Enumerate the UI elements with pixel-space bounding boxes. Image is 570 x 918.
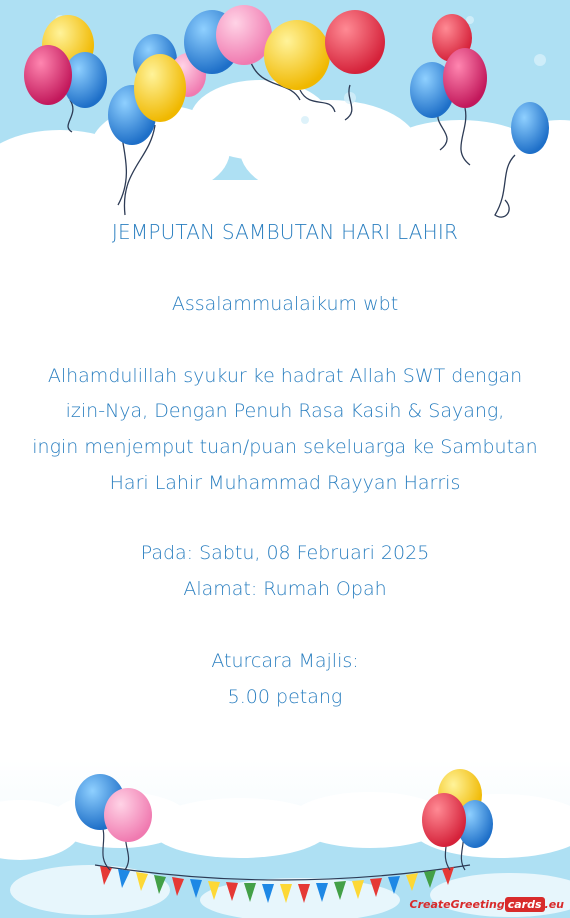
greeting-text: Assalammualaikum wbt: [171, 293, 399, 315]
event-date: Pada: Sabtu, 08 Februari 2025: [140, 542, 430, 564]
invitation-title: JEMPUTAN SAMBUTAN HARI LAHIR: [111, 220, 459, 244]
body-line-2: izin-Nya, Dengan Penuh Rasa Kasih & Sayang,: [65, 400, 505, 422]
event-address: Alamat: Rumah Opah: [183, 578, 387, 600]
site-logo[interactable]: [410, 897, 565, 912]
body-line-4: Hari Lahir Muhammad Rayyan Harris: [109, 472, 461, 494]
bottom-balloons-illustration: [0, 760, 570, 918]
logo-text-cards: cards: [505, 897, 545, 912]
logo-text-domain: .eu: [544, 898, 564, 911]
body-line-3: ingin menjemput tuan/puan sekeluarga ke Sambutan: [32, 436, 538, 458]
agenda-heading: Aturcara Majlis:: [211, 650, 359, 672]
body-line-1: Alhamdulillah syukur ke hadrat Allah SWT dengan: [47, 365, 523, 387]
top-balloons-illustration: [0, 0, 570, 230]
logo-text-create: CreateGreeting: [409, 898, 505, 911]
agenda-time: 5.00 petang: [227, 686, 343, 708]
